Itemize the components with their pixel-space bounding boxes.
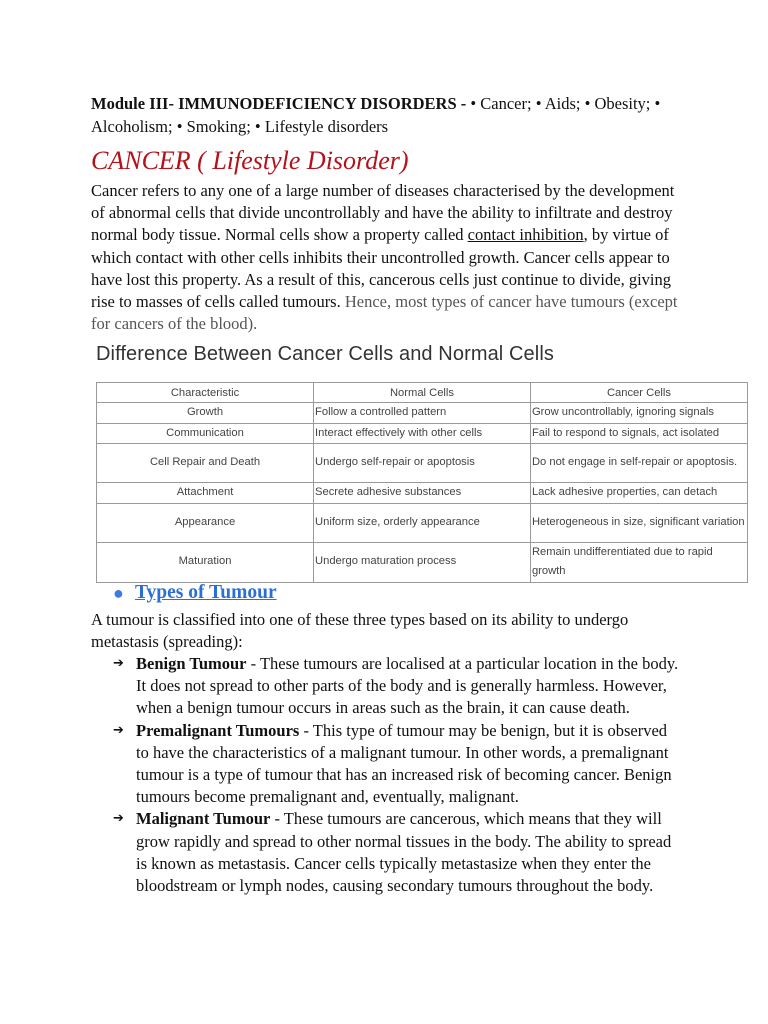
- table-cell: Cell Repair and Death: [97, 444, 314, 483]
- table-cell: Attachment: [97, 483, 314, 504]
- header-normal-cells: Normal Cells: [314, 383, 531, 403]
- table-row: [97, 403, 748, 424]
- table-cell: Undergo self-repair or apoptosis: [314, 444, 531, 483]
- table-cell: Do not engage in self-repair or apoptosis.: [530, 444, 747, 483]
- module-line: [91, 92, 691, 138]
- table-cell: Follow a controlled pattern: [314, 403, 531, 424]
- contact-inhibition-link[interactable]: contact inhibition: [467, 225, 584, 245]
- section-title: CANCER ( Lifestyle Disorder): [91, 146, 409, 175]
- module-heading: Module III- IMMUNODEFICIENCY DISORDERS -: [91, 94, 471, 113]
- list-item: [113, 720, 683, 809]
- arrow-right-icon: ➔: [113, 722, 124, 738]
- tumour-types-list: [113, 653, 683, 897]
- header-cancer-cells: Cancer Cells: [530, 383, 747, 403]
- table-cell: Secrete adhesive substances: [314, 483, 531, 504]
- tumour-name: Malignant Tumour: [136, 809, 271, 829]
- list-item: [113, 653, 683, 720]
- types-intro: A tumour is classified into one of these three types based on its ability to undergo metastasis (spreading):: [91, 610, 629, 652]
- arrow-right-icon: ➔: [113, 811, 124, 827]
- intro-paragraph: [91, 180, 691, 335]
- table-cell: Uniform size, orderly appearance: [314, 503, 531, 542]
- intro-part1: Cancer refers to any one of a large number of diseases characterised by the development of abnormal cells that divide uncontrollably and have the ability to infiltrate and destroy normal body tissue. Normal cells show a property called: [91, 181, 675, 245]
- header-characteristic: Characteristic: [97, 383, 314, 403]
- table-cell: Heterogeneous in size, significant variation: [530, 503, 747, 542]
- table-row: [97, 444, 748, 483]
- comparison-figure: [92, 338, 752, 582]
- tumour-description: - This type of tumour may be benign, but it is observed to have the characteristics of a malignant tumour. In other words, a premalignant tumour is a type of tumour that has an increased risk of becoming cancer. Benign tumours become premalignant and, eventually, malignant.: [136, 720, 672, 807]
- bullet-icon: ●: [113, 582, 124, 603]
- table-cell: Remain undifferentiated due to rapid growth: [530, 542, 747, 582]
- tumour-name: Benign Tumour: [136, 654, 247, 673]
- tumour-name: Premalignant Tumours: [136, 720, 300, 740]
- table-cell: Communication: [97, 423, 314, 444]
- tumour-description: - These tumours are localised at a particular location in the body. It does not spread to other parts of the body and is generally harmless. However, when a benign tumour occurs in areas such as the brain, it can cause death.: [136, 654, 679, 718]
- table-header-row: [97, 383, 748, 403]
- table-cell: Fail to respond to signals, act isolated: [530, 423, 747, 444]
- table-cell: Growth: [97, 403, 314, 424]
- table-row: [97, 542, 748, 582]
- types-heading-row: [113, 582, 277, 604]
- table-cell: Undergo maturation process: [314, 542, 531, 582]
- table-row: [97, 483, 748, 504]
- table-cell: Appearance: [97, 503, 314, 542]
- intro-part2: , by virtue of which contact with other cells inhibits their uncontrolled growth. Cancer cells appear to have lost this property. As a result of this, cancerous cells just continue to divide, giving rise to masses of cells called tumours.: [91, 225, 671, 312]
- list-item: [113, 808, 683, 897]
- comparison-table: [96, 382, 748, 583]
- arrow-right-icon: ➔: [113, 656, 124, 671]
- table-cell: Lack adhesive properties, can detach: [530, 483, 747, 504]
- document-body: [91, 92, 691, 335]
- tumour-description: - These tumours are cancerous, which means that they will grow rapidly and spread to other normal tissues in the body. The ability to spread is known as metastasis. Cancer cells typically metastasize when they enter the bloodstream or lymph nodes, causing secondary tumours throughout the body.: [136, 809, 672, 896]
- table-row: [97, 503, 748, 542]
- intro-part3: Hence, most types of cancer have tumours (except for cancers of the blood).: [91, 292, 678, 334]
- table-cell: Maturation: [97, 542, 314, 582]
- figure-title: Difference Between Cancer Cells and Normal Cells: [96, 343, 554, 365]
- table-row: [97, 423, 748, 444]
- module-topics: • Cancer; • Aids; • Obesity; • Alcoholism; • Smoking; • Lifestyle disorders: [91, 94, 661, 136]
- table-cell: Grow uncontrollably, ignoring signals: [530, 403, 747, 424]
- table-cell: Interact effectively with other cells: [314, 423, 531, 444]
- types-of-tumour-link[interactable]: Types of Tumour: [135, 582, 277, 603]
